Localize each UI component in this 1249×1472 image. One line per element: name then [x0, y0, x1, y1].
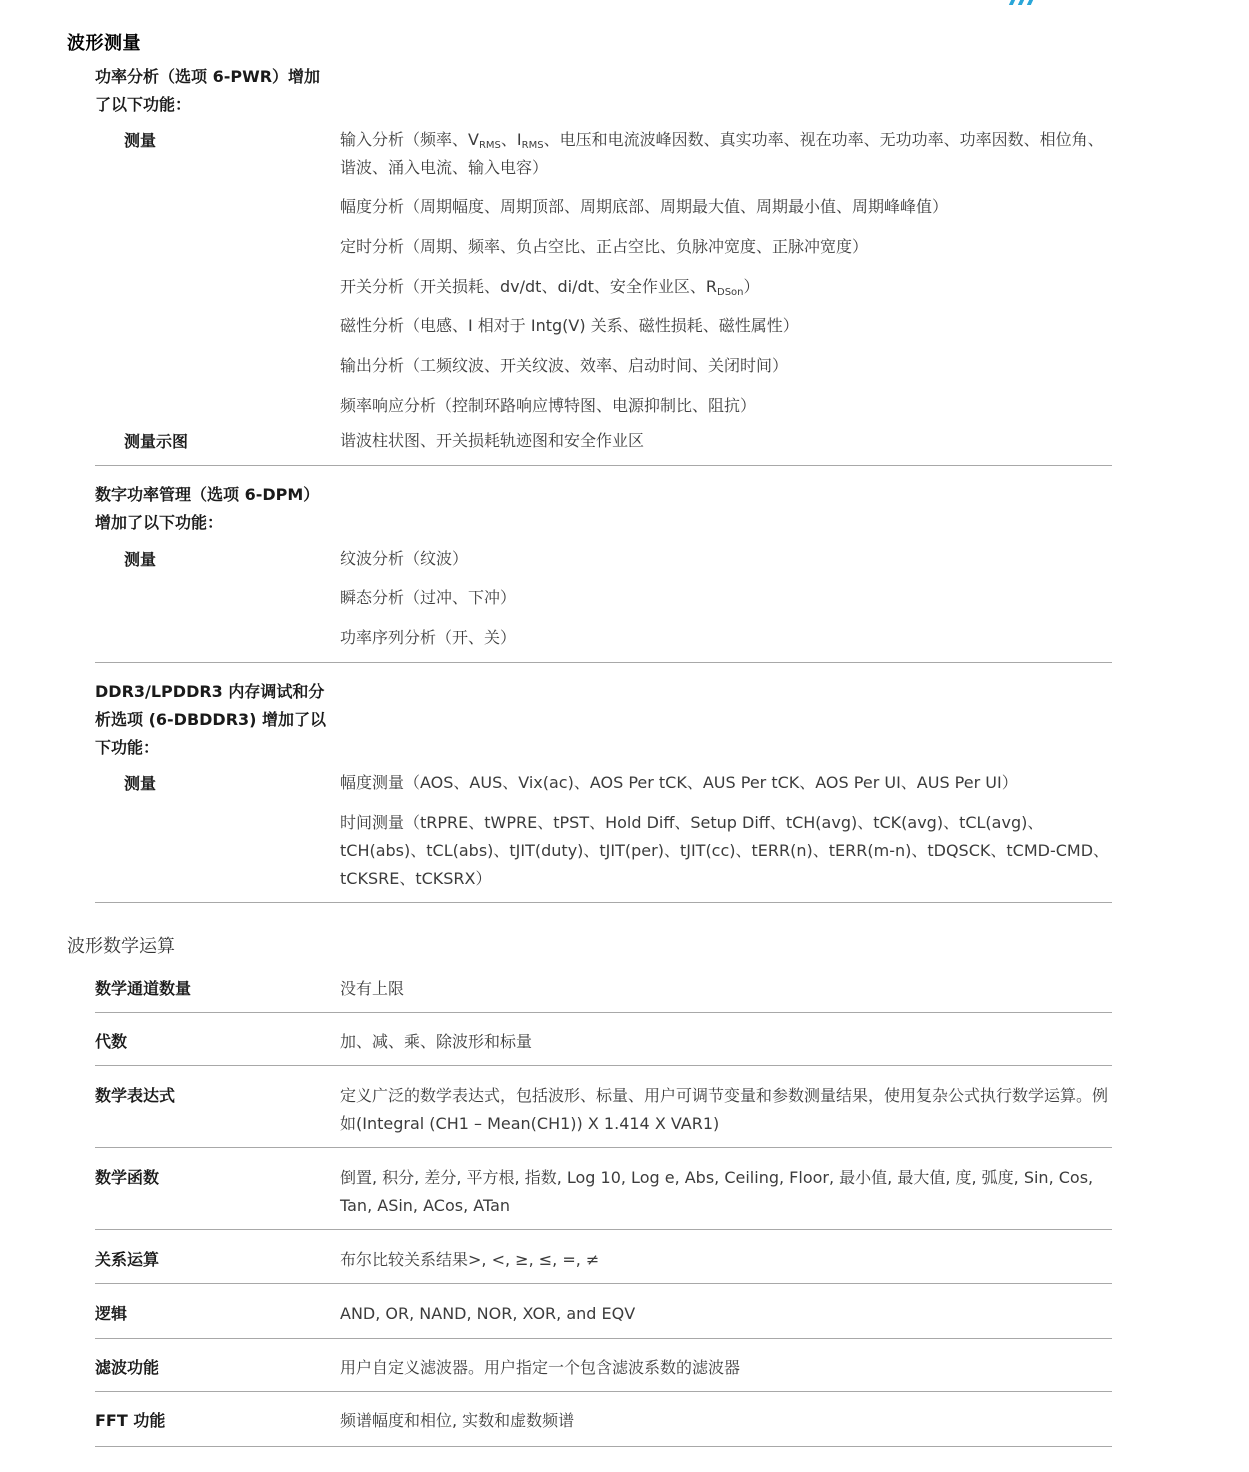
- divider: [95, 1391, 1112, 1392]
- measure-label: 测量: [124, 131, 157, 150]
- group-title-dpm: 数字功率管理（选项 6-DPM）增加了以下功能：: [95, 485, 320, 532]
- row-label: 数学通道数量: [95, 979, 192, 998]
- ripple-analysis-text: 纹波分析（纹波）: [340, 549, 469, 568]
- divider: [95, 1283, 1112, 1284]
- row-label: 代数: [95, 1032, 128, 1051]
- measure-label: 测量: [124, 550, 157, 569]
- row-value: 频谱幅度和相位, 实数和虚数频谱: [340, 1411, 575, 1430]
- row-value: AND, OR, NAND, NOR, XOR, and EQV: [340, 1304, 636, 1323]
- divider: [95, 1147, 1112, 1148]
- row-value: 布尔比较关系结果>, <, ≥, ≤, =, ≠: [340, 1250, 600, 1269]
- magnetic-analysis-text: 磁性分析（电感、I 相对于 Intg(V) 关系、磁性损耗、磁性属性）: [340, 316, 799, 335]
- section-heading-waveform-math: 波形数学运算: [67, 936, 175, 957]
- row-label: 关系运算: [95, 1250, 160, 1269]
- divider: [95, 465, 1112, 466]
- row-value: 没有上限: [340, 979, 405, 998]
- power-sequence-text: 功率序列分析（开、关）: [340, 628, 517, 647]
- divider: [95, 1065, 1112, 1066]
- divider: [95, 1446, 1112, 1447]
- row-label: 数学表达式: [95, 1086, 176, 1105]
- divider: [95, 1012, 1112, 1013]
- plot-value: 谐波柱状图、开关损耗轨迹图和安全作业区: [340, 431, 645, 450]
- row-value: 用户自定义滤波器。用户指定一个包含滤波系数的滤波器: [340, 1358, 741, 1377]
- row-label: 滤波功能: [95, 1358, 160, 1377]
- row-label: 逻辑: [95, 1304, 128, 1323]
- row-value: 加、减、乘、除波形和标量: [340, 1032, 533, 1051]
- transient-analysis-text: 瞬态分析（过冲、下冲）: [340, 588, 517, 607]
- brand-mark: [1010, 0, 1056, 6]
- row-value: 定义广泛的数学表达式，包括波形、标量、用户可调节变量和参数测量结果，使用复杂公式执行数学运算。例如(Integral (CH1 – Mean(CH1)) X 1.414 X VAR1): [340, 1086, 1109, 1133]
- group-title-ddr: DDR3/LPDDR3 内存调试和分析选项 (6-DBDDR3) 增加了以下功能：: [95, 682, 327, 757]
- frequency-response-text: 频率响应分析（控制环路响应博特图、电源抑制比、阻抗）: [340, 396, 757, 415]
- measure-label: 测量: [124, 774, 157, 793]
- group-title-power-analysis: 功率分析（选项 6-PWR）增加了以下功能：: [95, 67, 321, 114]
- divider: [95, 1338, 1112, 1339]
- amplitude-analysis-text: 幅度分析（周期幅度、周期顶部、周期底部、周期最大值、周期最小值、周期峰峰值）: [340, 197, 949, 216]
- switch-analysis-text: 开关分析（开关损耗、dv/dt、di/dt、安全作业区、$R_{DSon}$）: [340, 277, 760, 298]
- section-heading-waveform-measurement: 波形测量: [67, 33, 141, 54]
- output-analysis-text: 输出分析（工频纹波、开关纹波、效率、启动时间、关闭时间）: [340, 356, 789, 375]
- ddr-time-text: 时间测量（tRPRE、tWPRE、tPST、Hold Diff、Setup Diff、tCH(avg)、tCK(avg)、tCL(avg)、tCH(abs)、tCL(abs)、tJIT(duty)、tJIT(per)、tJIT(cc)、tERR(n)、tERR(m-n)、tDQSCK、tCMD-CMD、tCKSRE、tCKSRX）: [340, 813, 1110, 888]
- row-label: 数学函数: [95, 1168, 160, 1187]
- row-label: FFT 功能: [95, 1411, 166, 1430]
- divider: [95, 662, 1112, 663]
- input-analysis-text: 输入分析（频率、$V_{RMS}$、$I_{RMS}$、电压和电流波峰因数、真实功率、视在功率、无功功率、功率因数、相位角、谐波、涌入电流、输入电容）: [340, 130, 1104, 177]
- ddr-amplitude-text: 幅度测量（AOS、AUS、Vix(ac)、AOS Per tCK、AUS Per tCK、AOS Per UI、AUS Per UI）: [340, 773, 1018, 792]
- plot-label: 测量示图: [124, 432, 189, 451]
- divider: [95, 902, 1112, 903]
- divider: [95, 1229, 1112, 1230]
- row-value: 倒置, 积分, 差分, 平方根, 指数, Log 10, Log e, Abs, Ceiling, Floor, 最小值, 最大值, 度, 弧度, Sin, Cos, Tan, ASin, ACos, ATan: [340, 1168, 1094, 1215]
- timing-analysis-text: 定时分析（周期、频率、负占空比、正占空比、负脉冲宽度、正脉冲宽度）: [340, 237, 869, 256]
